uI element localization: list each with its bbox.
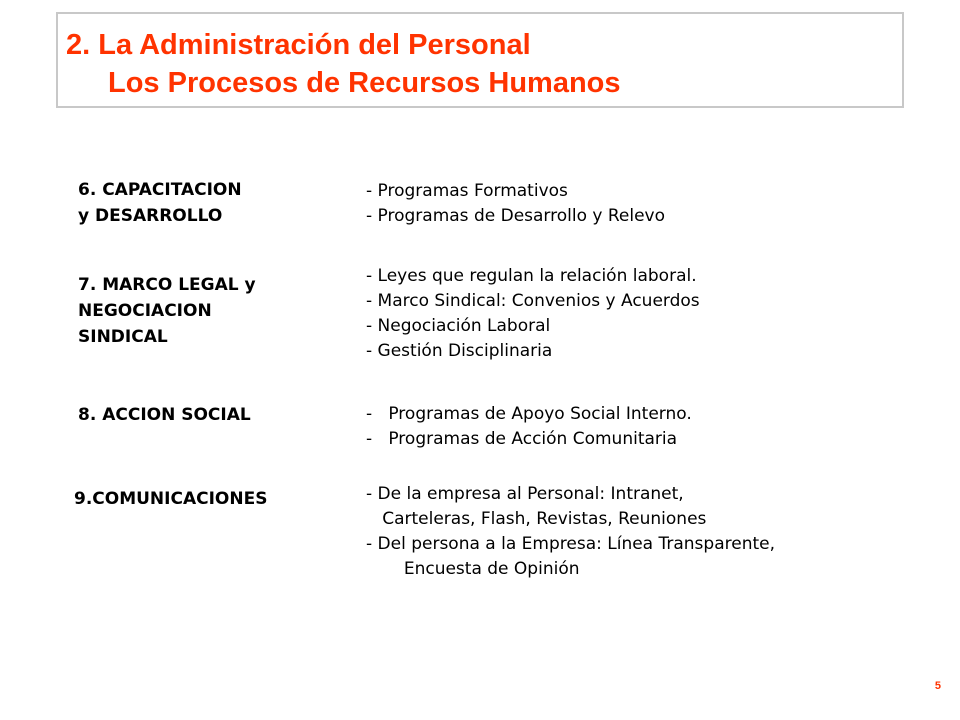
- section-label-line: 9.COMUNICACIONES: [74, 489, 268, 509]
- section-label-line: NEGOCIACION: [78, 301, 212, 321]
- section-items-marco-legal: [366, 264, 946, 364]
- section-items-accion-social: [366, 402, 946, 452]
- section-item: - Negociación Laboral: [366, 316, 551, 336]
- section-item: - Programas de Acción Comunitaria: [366, 429, 678, 449]
- section-items-comunicaciones: [366, 482, 946, 582]
- section-label-line: 7. MARCO LEGAL y: [78, 275, 256, 295]
- section-item: - De la empresa al Personal: Intranet,: [366, 484, 684, 504]
- section-label-line: y DESARROLLO: [78, 206, 223, 226]
- section-item: - Programas de Desarrollo y Relevo: [366, 206, 665, 226]
- section-item: - Programas Formativos: [366, 181, 568, 201]
- section-items-capacitacion: [366, 179, 946, 229]
- slide-title-line-1: 2. La Administración del Personal: [66, 29, 531, 61]
- section-item: - Gestión Disciplinaria: [366, 341, 553, 361]
- slide-title-line-2: Los Procesos de Recursos Humanos: [108, 67, 621, 99]
- section-item: - Del persona a la Empresa: Línea Transparente,: [366, 534, 776, 554]
- section-item: Encuesta de Opinión: [366, 559, 580, 579]
- section-label-line: 8. ACCION SOCIAL: [78, 405, 251, 425]
- section-item: - Marco Sindical: Convenios y Acuerdos: [366, 291, 700, 311]
- section-label-comunicaciones: [74, 486, 334, 512]
- section-label-capacitacion: [78, 177, 338, 229]
- section-label-accion-social: [78, 402, 338, 428]
- section-label-line: SINDICAL: [78, 327, 168, 347]
- section-label-marco-legal: [78, 272, 338, 350]
- section-item: - Leyes que regulan la relación laboral.: [366, 266, 697, 286]
- page-number: 5: [934, 680, 941, 692]
- section-label-line: 6. CAPACITACION: [78, 180, 242, 200]
- section-item: - Programas de Apoyo Social Interno.: [366, 404, 692, 424]
- section-item: Carteleras, Flash, Revistas, Reuniones: [366, 509, 707, 529]
